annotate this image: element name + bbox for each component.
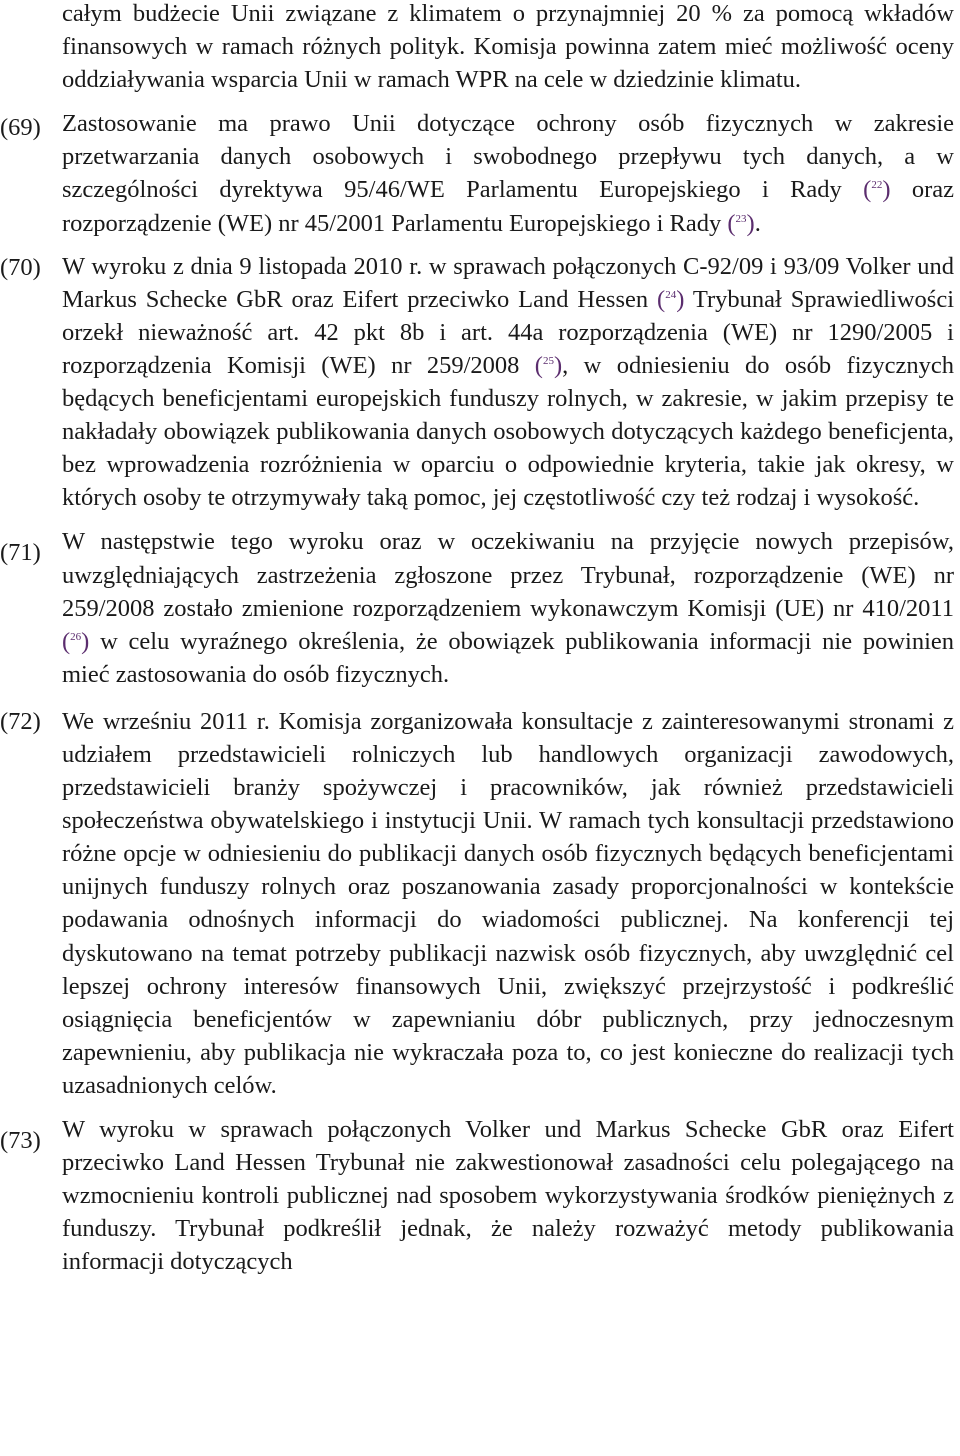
recital-number: (73) xyxy=(0,1127,41,1154)
paragraph-continuation xyxy=(0,0,960,96)
footnote-number: 26 xyxy=(70,630,82,643)
footnote-ref-23[interactable]: ($^{23}$) xyxy=(727,209,755,237)
paragraph-text: oraz rozporządzenie (WE) nr 45/2001 Parlamentu Europejskiego i Rady xyxy=(62,176,954,237)
recital-number: (69) xyxy=(0,114,41,142)
footnote-number: 25 xyxy=(542,354,554,367)
paragraph-text: . xyxy=(754,209,761,237)
footnote-ref-26[interactable]: ($^{26}$) xyxy=(62,627,90,655)
paragraph-text: Trybunał Sprawiedliwości orzekł nieważność art. 42 pkt 8b i art. 44a rozporządzenia (WE) nr 1290/2005 i rozporządzenia Komisji (WE) nr 259/2008 xyxy=(62,285,955,379)
recital-number: (72) xyxy=(0,707,41,735)
paragraph-text: w celu wyraźnego określenia, że obowiązek publikowania informacji nie powinien mieć zastosowania do osób fizycznych. xyxy=(62,627,954,688)
footnote-number: 22 xyxy=(871,179,883,192)
recital-number: (70) xyxy=(0,253,41,281)
recital-71 xyxy=(0,525,960,690)
footnote-ref-25[interactable]: ($^{25}$) xyxy=(534,351,563,379)
paragraph-text: , w odniesieniu do osób fizycznych będących beneficjentami europejskich funduszy rolnych, w zakresie, w jakim przepisy te nakładały obowiązek publikowania danych osobowych dotyczących każdego beneficjenta, bez wprowadzenia rozróżnienia w oparciu o odpowiednie kryteria, takie jak okresy, w których osoby te otrzymywały taką pomoc, jej częstotliwość czy też rodzaj i wysokość. xyxy=(62,351,954,512)
footnote-number: 23 xyxy=(735,212,747,225)
paragraph-text: We wrześniu 2011 r. Komisja zorganizowała konsultacje z zainteresowanymi stronami z udziałem przedstawicieli rolniczych lub handlowych organizacji zawodowych, przedstawicieli branży spożywczej i pracowników, jak również przedstawicieli społeczeństwa obywatelskiego i instytucji Unii. W ramach tych konsultacji przedstawiono różne opcje w odniesieniu do publikacji danych osób fizycznych będących beneficjentami unijnych funduszy rolnych oraz poszanowania zasady proporcjonalności w kontekście podawania odnośnych informacji do wiadomości publicznej. Na konferencji tej dyskutowano na temat potrzeby publikacji nazwisk osób fizycznych, aby uwzględnić cel lepszej ochrony interesów finansowych Unii, zwiększyć przejrzystość i podkreślić osiągnięcia beneficjentów w zapewnianiu dóbr publicznych, przy jednoczesnym zapewnieniu, aby publikacja nie wykraczała poza to, co jest konieczne do realizacji tych uzasadnionych celów. xyxy=(62,707,954,1099)
recital-73 xyxy=(0,1113,960,1278)
paragraph-text: W następstwie tego wyroku oraz w oczekiwaniu na przyjęcie nowych przepisów, uwzględniających zastrzeżenia zgłoszone przez Trybunał, rozporządzenie (WE) nr 259/2008 zostało zmienione rozporządzeniem wykonawczym Komisji (UE) nr 410/2011 xyxy=(62,528,954,622)
footnote-ref-22[interactable]: ($^{22}$) xyxy=(863,176,891,204)
recital-number: (71) xyxy=(0,539,41,567)
recital-72 xyxy=(0,705,960,1102)
paragraph-text: W wyroku w sprawach połączonych Volker und Markus Schecke GbR oraz Eifert przeciwko Land Hessen Trybunał nie zakwestionował zasadności celu polegającego na wzmocnieniu kontroli publicznej nad sposobem wykorzystywania środków pieniężnych z funduszy. Trybunał podkreślił jednak, że należy rozważyć metody publikowania informacji dotyczących xyxy=(62,1116,954,1276)
paragraph-text: całym budżecie Unii związane z klimatem o przynajmniej 20 % za pomocą wkładów finansowych w ramach różnych polityk. Komisja powinna zatem mieć możliwość oceny oddziaływania wsparcia Unii w ramach WPR na cele w dziedzinie klimatu. xyxy=(62,0,954,94)
footnote-number: 24 xyxy=(665,288,677,301)
paragraph-text: W wyroku z dnia 9 listopada 2010 r. w sprawach połączonych C-92/09 i 93/09 Volker und Markus Schecke GbR oraz Eifert przeciwko Land Hessen xyxy=(62,252,954,313)
recital-69 xyxy=(0,107,960,239)
recital-70 xyxy=(0,250,960,515)
footnote-ref-24[interactable]: ($^{24}$) xyxy=(657,285,685,313)
paragraph-text: Zastosowanie ma prawo Unii dotyczące ochrony osób fizycznych w zakresie przetwarzania danych osobowych i swobodnego przepływu tych danych, a w szczególności dyrektywa 95/46/WE Parlamentu Europejskiego i Rady xyxy=(62,110,954,204)
